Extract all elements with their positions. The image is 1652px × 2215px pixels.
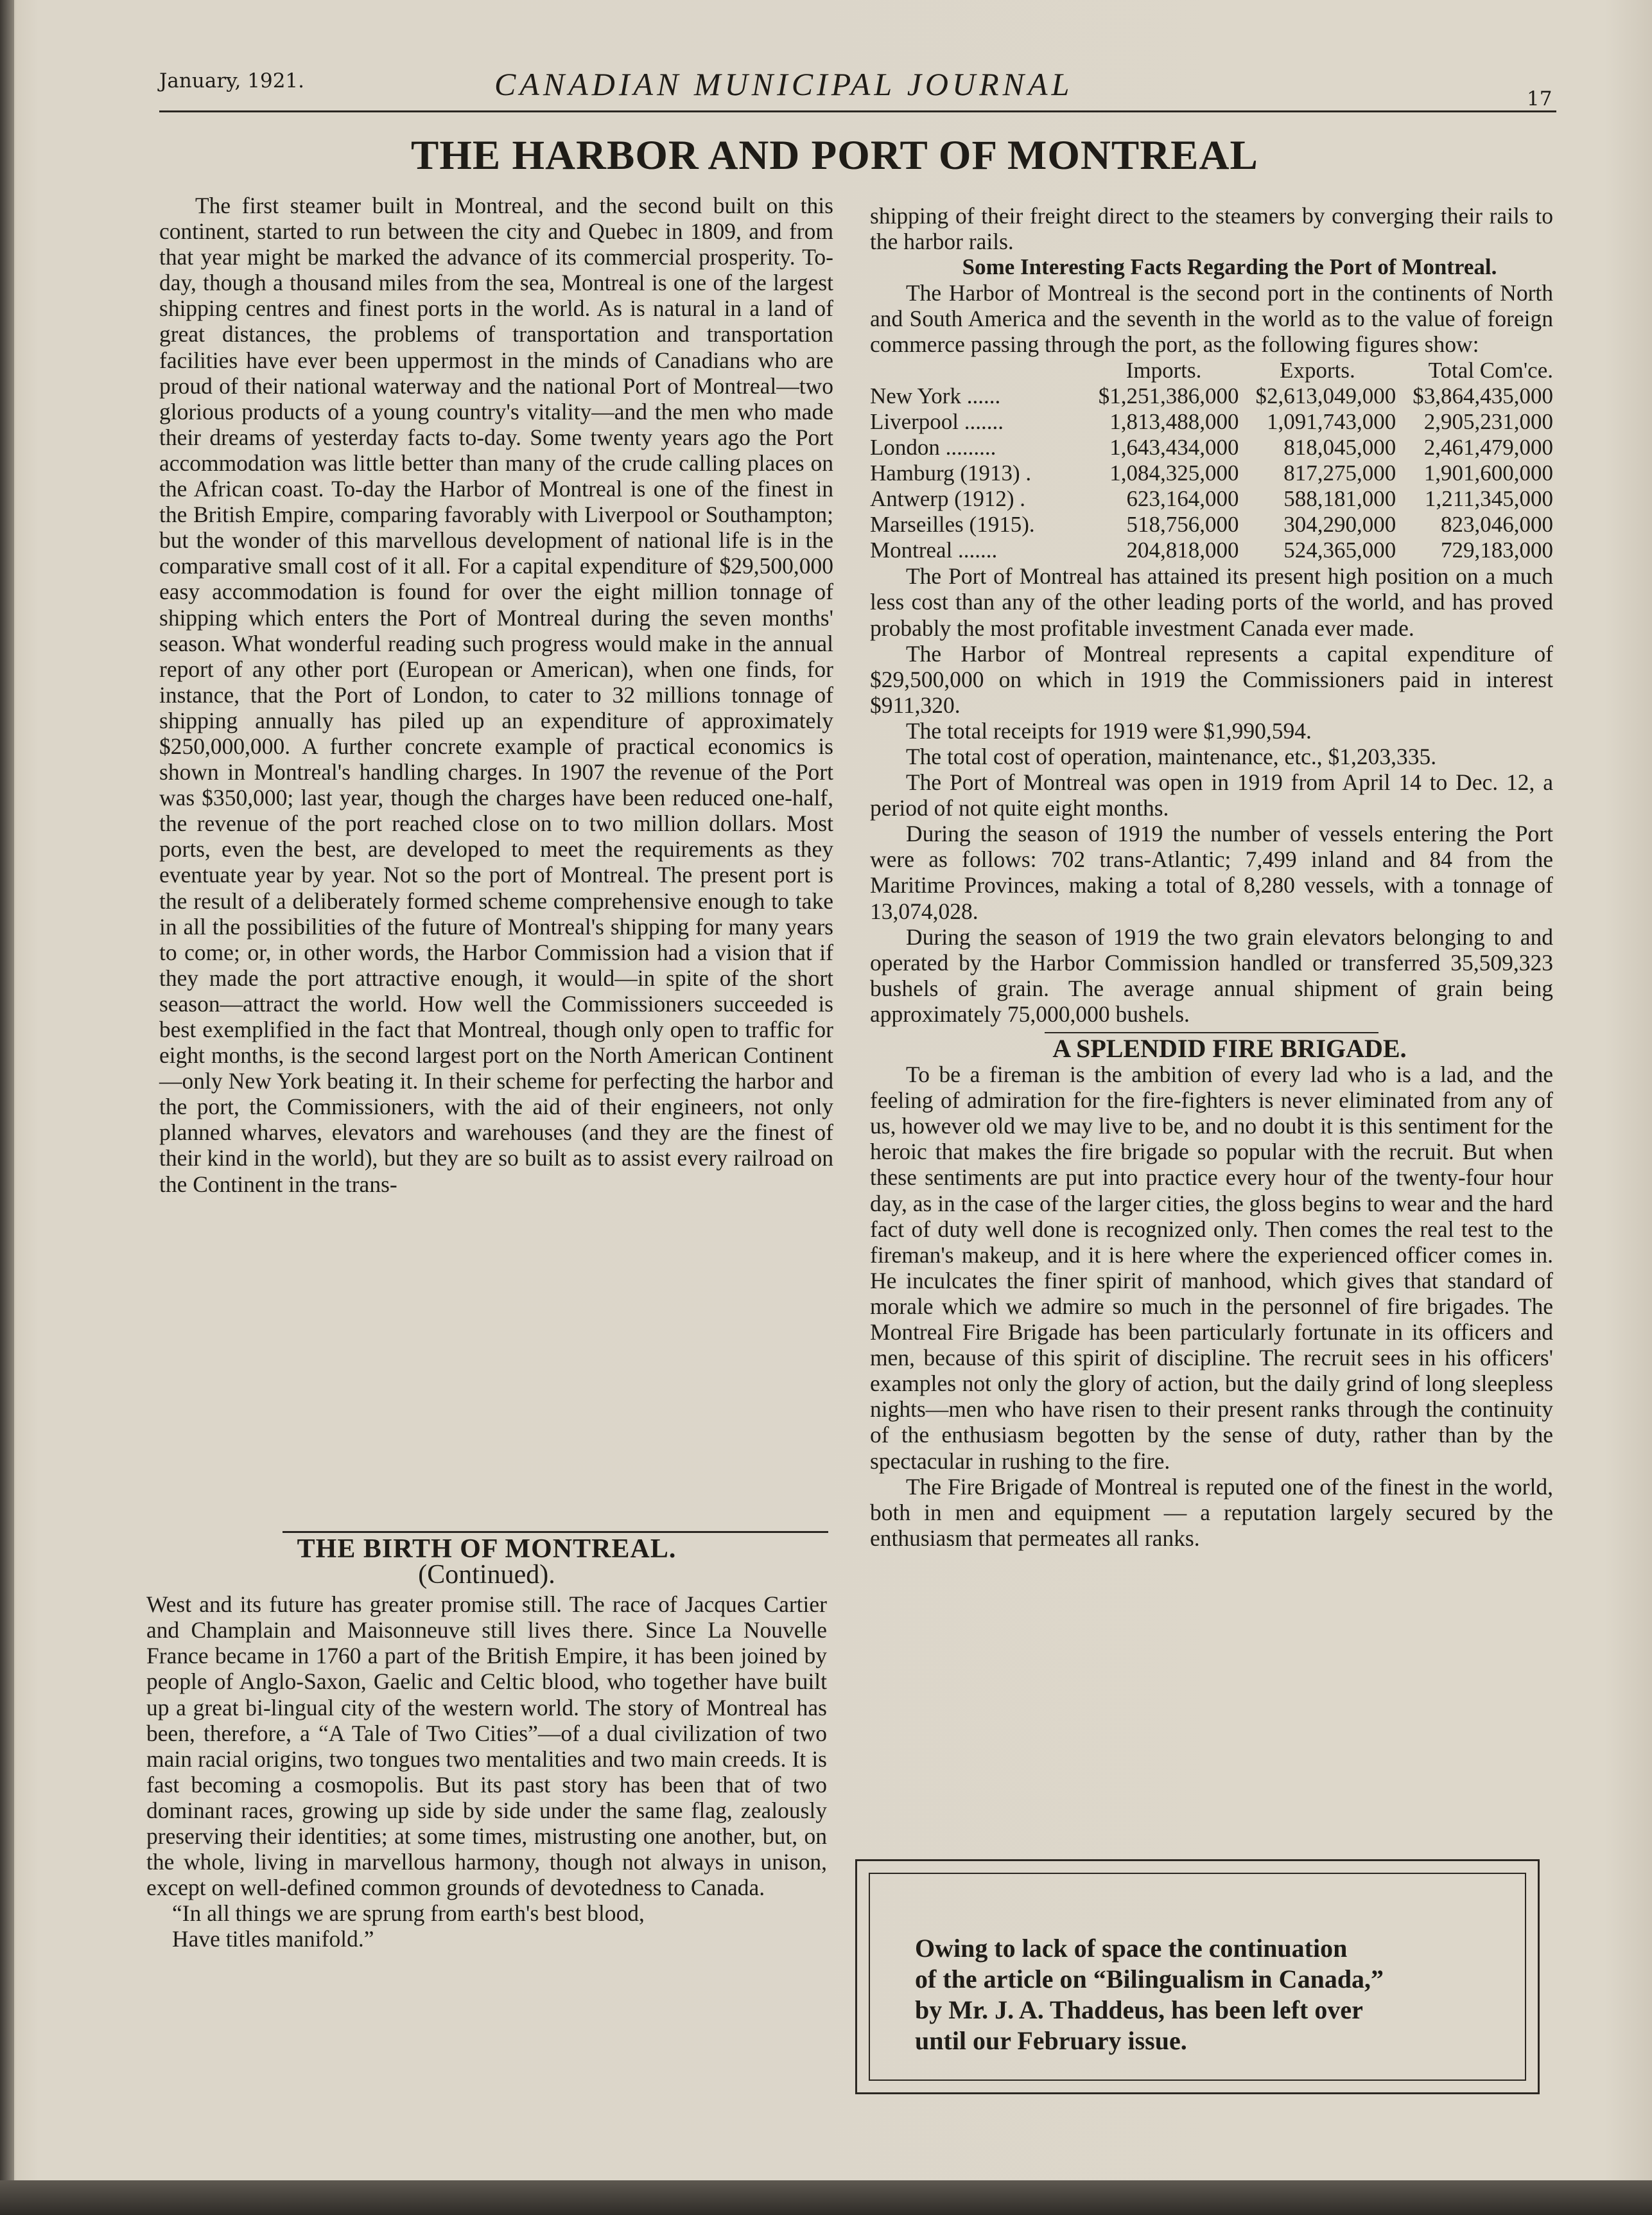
table-cell: Antwerp (1912) . bbox=[870, 486, 1026, 512]
article-title: THE HARBOR AND PORT OF MONTREAL bbox=[411, 132, 1258, 179]
table-cell: 1,813,488,000 bbox=[1109, 408, 1239, 434]
table-header: Total Com'ce. bbox=[1428, 357, 1553, 383]
fire-paragraph: To be a fireman is the ambition of every lad who is a lad, and the feeling of admiration for the fire-fighters is never eliminated from any of us, however old we may live to be, and no doubt it is this sentiment for the heroic that makes the fire brigade so popular with the recruit. But when these sentiments are put into practice every hour of the twenty-four hour day, as in the case of the larger cities, the gloss begins to wear and the hard fact of duty well done is recognized only. Then comes the real test to the fireman's makeup, and it is here where the experienced officer comes in. He inculcates the finer spirit of manhood, which gives that standard of morale which we admire so much in the personnel of fire brigades. The Montreal Fire Brigade has been particularly fortunate in its officers and men, because of this spirit of discipline. The recruit sees in his officers' examples not only the glory of action, but the daily grind of long sleepless nights—men who have risen to their present ranks through the continuity of the enthusiasm begotten by the sense of duty, rather than by the spectacular in rushing to the fire. bbox=[870, 1062, 1553, 1474]
notice-text bbox=[915, 1933, 1480, 2056]
table-cell: 1,084,325,000 bbox=[1109, 460, 1239, 486]
page-number: 17 bbox=[1527, 87, 1552, 110]
table-row bbox=[870, 383, 1553, 409]
table-cell: 817,275,000 bbox=[1283, 460, 1396, 486]
birth-quote-line-1: “In all things we are sprung from earth's best blood, bbox=[172, 1900, 645, 1927]
page-bottom-edge bbox=[0, 2180, 1652, 2215]
notice-line: by Mr. J. A. Thaddeus, has been left over bbox=[915, 1995, 1363, 2024]
table-cell: 524,365,000 bbox=[1283, 538, 1396, 563]
harbor-paragraph: The total receipts for 1919 were $1,990,594. bbox=[906, 717, 1312, 744]
birth-paragraph: West and its future has greater promise still. The race of Jacques Cartier and Champlain and Maisonneuve still lives there. Since La Nouvelle France became in 1760 a part of the British Empire, it has been joined by people of Anglo-Saxon, Gaelic and Celtic blood, who together have built up a great bi-lingual city of the western world. The story of Montreal has been, therefore, a “A Tale of Two Cities”—of a dual civilization of two main racial origins, two tongues two mentalities and two main creeds. It is fast becoming a cosmopolis. But its past story has been that of two dominant races, growing up side by side under the same flag, zealously preserving their identities; at some times, mistrusting one another, but, on the whole, living in marvellous harmony, though not always in unison, except on well-defined common grounds of devotedness to Canada. bbox=[146, 1591, 827, 1901]
fire-brigade-title: A SPLENDID FIRE BRIGADE. bbox=[1052, 1034, 1407, 1063]
table-header: Exports. bbox=[1280, 357, 1355, 383]
section-divider bbox=[283, 1531, 828, 1533]
birth-subtitle: (Continued). bbox=[418, 1560, 555, 1590]
table-cell: New York ...... bbox=[870, 383, 1001, 408]
table-cell: 2,461,479,000 bbox=[1423, 434, 1553, 460]
table-cell: 1,211,345,000 bbox=[1425, 486, 1553, 512]
table-cell: 823,046,000 bbox=[1441, 512, 1553, 538]
table-cell: $3,864,435,000 bbox=[1413, 383, 1553, 408]
journal-title: CANADIAN MUNICIPAL JOURNAL bbox=[494, 66, 1074, 102]
binding-gutter bbox=[0, 0, 14, 2215]
birth-quote-line-2: Have titles manifold.” bbox=[172, 1926, 374, 1952]
port-commerce-table bbox=[870, 358, 1553, 564]
right-column bbox=[870, 203, 1553, 1551]
facts-heading: Some Interesting Facts Regarding the Port of Montreal. bbox=[962, 254, 1497, 280]
table-cell: $1,251,386,000 bbox=[1098, 383, 1239, 408]
table-header bbox=[870, 358, 1088, 383]
birth-of-montreal-section bbox=[146, 1536, 827, 1952]
table-row bbox=[870, 486, 1553, 512]
table-cell: 304,290,000 bbox=[1283, 512, 1396, 538]
harbor-paragraph: The Port of Montreal was open in 1919 from April 14 to Dec. 12, a period of not quite eight months. bbox=[870, 769, 1553, 821]
table-cell: $2,613,049,000 bbox=[1255, 383, 1396, 408]
fire-paragraph: The Fire Brigade of Montreal is reputed one of the finest in the world, both in men and equipment — a reputation largely secured by the enthusiasm that permeates all ranks. bbox=[870, 1473, 1553, 1551]
table-cell: Hamburg (1913) . bbox=[870, 460, 1032, 486]
facts-intro: The Harbor of Montreal is the second port in the continents of North and South America and the seventh in the world as to the value of foreign commerce passing through the port, as the following figures show: bbox=[870, 280, 1553, 358]
notice-box bbox=[855, 1859, 1540, 2094]
table-cell: 2,905,231,000 bbox=[1423, 408, 1553, 434]
table-cell: 623,164,000 bbox=[1126, 486, 1239, 512]
table-cell: 818,045,000 bbox=[1283, 434, 1396, 460]
table-header: Imports. bbox=[1126, 357, 1202, 383]
harbor-continuation: shipping of their freight direct to the steamers by converging their rails to the harbor rails. bbox=[870, 203, 1553, 255]
harbor-paragraph: The Port of Montreal has attained its present high position on a much less cost than any of the other leading ports of the world, and has proved probably the most profitable investment Canada ever made. bbox=[870, 563, 1553, 641]
table-row bbox=[870, 460, 1553, 486]
table-cell: Marseilles (1915). bbox=[870, 512, 1035, 538]
header-rule bbox=[159, 110, 1556, 112]
table-cell: 518,756,000 bbox=[1126, 512, 1239, 538]
harbor-paragraph: During the season of 1919 the number of vessels entering the Port were as follows: 702 trans-Atlantic; 7,499 inland and 84 from the Maritime Provinces, making a total of 8,280 vessels, with a tonnage of 13,074,028. bbox=[870, 821, 1553, 924]
table-row bbox=[870, 409, 1553, 435]
section-divider bbox=[1045, 1032, 1378, 1033]
harbor-paragraph: The Harbor of Montreal represents a capital expenditure of $29,500,000 on which in 1919 the Commissioners paid in interest $911,320. bbox=[870, 640, 1553, 718]
notice-line: of the article on “Bilingualism in Canada,” bbox=[915, 1965, 1384, 1993]
issue-date: January, 1921. bbox=[159, 69, 304, 92]
table-cell: Montreal ....... bbox=[870, 538, 998, 563]
harbor-article-body: The first steamer built in Montreal, and the second built on this continent, started to run between the city and Quebec in 1809, and from that year might be marked the advance of its commercial prosperity. To-day, though a thousand miles from the sea, Montreal is one of the largest shipping centres and finest ports in the world. As is natural in a land of great distances, the problems of transportation and transportation facilities have ever been uppermost in the minds of Canadians who are proud of their national waterway and the national Port of Montreal—two glorious products of a young country's vitality—and the men who made their dreams of yesterday facts to-day. Some twenty years ago the Port accommodation was little better than many of the crude calling places on the African coast. To-day the Harbor of Montreal is one of the finest in the British Empire, comparing favorably with Liverpool or Southampton; but the wonder of this marvellous development of national life is in the comparative small cost of it all. For a capital expenditure of $29,500,000 easy accommodation is found for over the eight million tonnage of shipping which enters the Port of Montreal during the seven months' season. What wonderful reading such progress would make in the annual report of any other port (European or American), when one finds, for instance, that the Port of London, to cater to 32 millions tonnage of shipping annually has piled up an expenditure of approximately $250,000,000. A further concrete example of practical economics is shown in Montreal's handling charges. In 1907 the revenue of the Port was $350,000; last year, though the charges have been reduced one-half, the revenue of the port reached close on to two million dollars. Most ports, even the best, are developed to meet the requirements as they eventuate year by year. Not so the port of Montreal. The present port is the result of a deliberately formed scheme comprehensive enough to take in all the possibilities of the future of Montreal's shipping for many years to come; or, in other words, the Harbor Commission had a vision that if they made the port attractive enough, it would—in spite of the short season—attract the world. How well the Commissioners succeeded is best exemplified in the fact that Montreal, though only open to traffic for eight months, is the second largest port on the North American Continent—only New York beating it. In their scheme for perfecting the harbor and the port, the Commissioners, with the aid of their engineers, not only planned wharves, elevators and warehouses (and they are the finest of their kind in the world), but they are so built as to assist every railroad on the Continent in the trans- bbox=[159, 193, 833, 1197]
harbor-paragraph: The total cost of operation, maintenance, etc., $1,203,335. bbox=[906, 743, 1437, 769]
harbor-paragraph: During the season of 1919 the two grain elevators belonging to and operated by the Harbor Commission handled or transferred 35,509,323 bushels of grain. The average annual shipment of grain being approximately 75,000,000 bushels. bbox=[870, 924, 1553, 1027]
table-row bbox=[870, 512, 1553, 538]
table-cell: 1,091,743,000 bbox=[1267, 408, 1396, 434]
table-cell: 204,818,000 bbox=[1126, 538, 1239, 563]
left-column bbox=[159, 193, 833, 1197]
table-row bbox=[870, 435, 1553, 460]
table-cell: 1,643,434,000 bbox=[1109, 434, 1239, 460]
table-cell: 729,183,000 bbox=[1441, 538, 1553, 563]
table-cell: 1,901,600,000 bbox=[1423, 460, 1553, 486]
table-cell: Liverpool ....... bbox=[870, 408, 1004, 434]
table-cell: 588,181,000 bbox=[1283, 486, 1396, 512]
notice-line: Owing to lack of space the continuation bbox=[915, 1934, 1348, 1963]
table-cell: London ......... bbox=[870, 434, 996, 460]
table-row bbox=[870, 538, 1553, 563]
notice-line: until our February issue. bbox=[915, 2026, 1187, 2055]
table-header-row bbox=[870, 358, 1553, 383]
birth-title: THE BIRTH OF MONTREAL. bbox=[297, 1534, 677, 1564]
